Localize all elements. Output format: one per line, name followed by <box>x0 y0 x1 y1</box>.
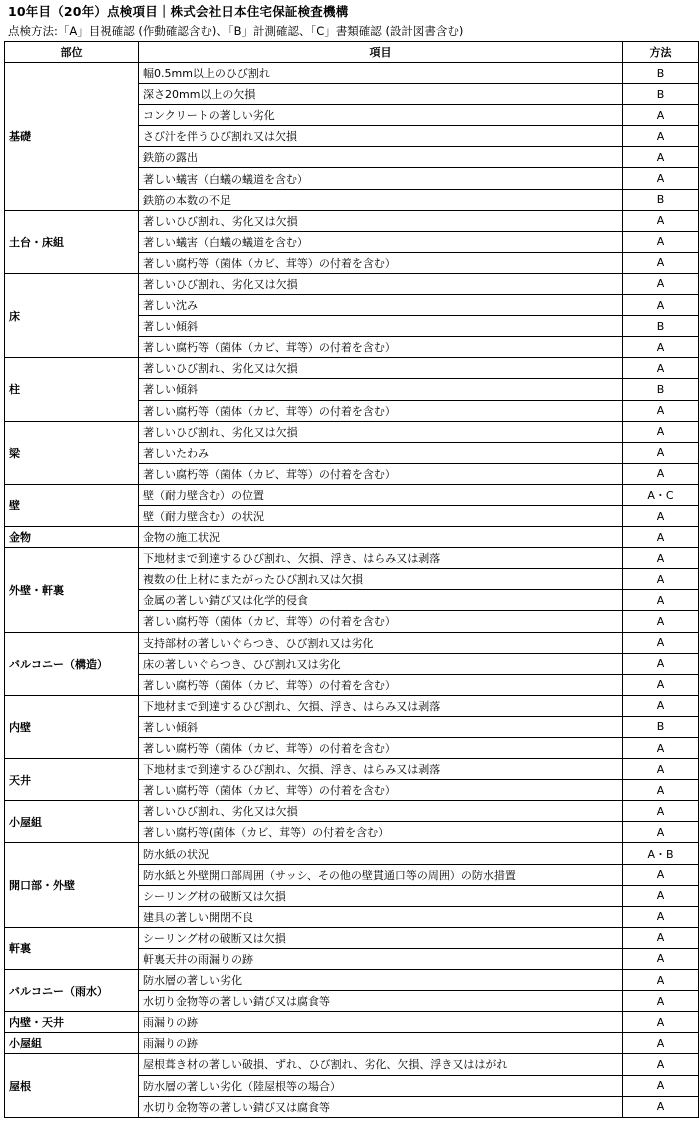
method-cell: A <box>623 780 699 801</box>
part-cell: 壁 <box>5 484 139 526</box>
item-cell: 防水層の著しい劣化 <box>139 970 623 991</box>
item-cell: 著しいひび割れ、劣化又は欠損 <box>139 801 623 822</box>
method-cell: B <box>623 84 699 105</box>
method-cell: A <box>623 759 699 780</box>
item-cell: 著しい沈み <box>139 295 623 316</box>
method-cell: A <box>623 147 699 168</box>
item-cell: 複数の仕上材にまたがったひび割れ又は欠損 <box>139 569 623 590</box>
part-cell: 外壁・軒裏 <box>5 548 139 632</box>
part-cell: バルコニー（構造） <box>5 632 139 695</box>
item-cell: 著しい傾斜 <box>139 316 623 337</box>
part-cell: 土台・床組 <box>5 210 139 273</box>
item-cell: 金物の施工状況 <box>139 527 623 548</box>
part-cell: 内壁 <box>5 695 139 758</box>
method-cell: A <box>623 611 699 632</box>
method-cell: A・C <box>623 484 699 505</box>
part-cell: 梁 <box>5 421 139 484</box>
table-row <box>5 843 699 864</box>
part-cell: 小屋組 <box>5 1033 139 1054</box>
item-cell: 著しい腐朽等（菌体（カビ、茸等）の付着を含む） <box>139 611 623 632</box>
item-cell: 著しい腐朽等（菌体（カビ、茸等）の付着を含む） <box>139 780 623 801</box>
method-legend: 点検方法:「A」目視確認 (作動確認含む)、「B」計測確認、「C」書類確認 (設計図書含む) <box>8 24 464 38</box>
part-cell: 小屋組 <box>5 801 139 843</box>
method-cell: A <box>623 590 699 611</box>
item-cell: 下地材まで到達するひび割れ、欠損、浮き、はらみ又は剥落 <box>139 548 623 569</box>
item-cell: 壁（耐力壁含む）の状況 <box>139 505 623 526</box>
method-cell: A <box>623 273 699 294</box>
item-cell: 防水紙の状況 <box>139 843 623 864</box>
table-row <box>5 548 699 569</box>
method-cell: B <box>623 379 699 400</box>
table-row <box>5 759 699 780</box>
table-row <box>5 970 699 991</box>
item-cell: 著しい腐朽等（菌体（カビ、茸等）の付着を含む） <box>139 400 623 421</box>
method-cell: A <box>623 653 699 674</box>
method-cell: A <box>623 1075 699 1096</box>
item-cell: 著しいひび割れ、劣化又は欠損 <box>139 421 623 442</box>
header-item: 項目 <box>139 42 623 63</box>
item-cell: 著しい傾斜 <box>139 716 623 737</box>
method-cell: A <box>623 105 699 126</box>
part-cell: 柱 <box>5 358 139 421</box>
item-cell: 下地材まで到達するひび割れ、欠損、浮き、はらみ又は剥落 <box>139 695 623 716</box>
item-cell: 著しいひび割れ、劣化又は欠損 <box>139 358 623 379</box>
item-cell: 著しい蟻害（白蟻の蟻道を含む） <box>139 168 623 189</box>
method-cell: A <box>623 674 699 695</box>
method-cell: B <box>623 189 699 210</box>
part-cell: 金物 <box>5 527 139 548</box>
item-cell: 防水紙と外壁開口部周囲（サッシ、その他の壁貫通口等の周囲）の防水措置 <box>139 864 623 885</box>
part-cell: 屋根 <box>5 1054 139 1117</box>
method-cell: A・B <box>623 843 699 864</box>
item-cell: 防水層の著しい劣化（陸屋根等の場合） <box>139 1075 623 1096</box>
item-cell: 水切り金物等の著しい錆び又は腐食等 <box>139 1096 623 1117</box>
item-cell: 著しい腐朽等(菌体（カビ、茸等）の付着を含む） <box>139 822 623 843</box>
part-cell: 基礎 <box>5 63 139 211</box>
method-cell: A <box>623 632 699 653</box>
method-cell: A <box>623 1033 699 1054</box>
table-row <box>5 801 699 822</box>
table-header-row <box>5 42 699 63</box>
item-cell: 支持部材の著しいぐらつき、ひび割れ又は劣化 <box>139 632 623 653</box>
method-cell: A <box>623 421 699 442</box>
method-cell: A <box>623 927 699 948</box>
method-cell: A <box>623 442 699 463</box>
item-cell: 著しい腐朽等（菌体（カビ、茸等）の付着を含む） <box>139 674 623 695</box>
item-cell: 下地材まで到達するひび割れ、欠損、浮き、はらみ又は剥落 <box>139 759 623 780</box>
item-cell: さび汁を伴うひび割れ又は欠損 <box>139 126 623 147</box>
method-cell: B <box>623 316 699 337</box>
table-row <box>5 210 699 231</box>
table-row <box>5 421 699 442</box>
table-row <box>5 527 699 548</box>
table-row <box>5 358 699 379</box>
method-cell: A <box>623 168 699 189</box>
method-cell: A <box>623 885 699 906</box>
method-cell: A <box>623 505 699 526</box>
item-cell: シーリング材の破断又は欠損 <box>139 885 623 906</box>
header-part: 部位 <box>5 42 139 63</box>
item-cell: 建具の著しい開閉不良 <box>139 906 623 927</box>
method-cell: A <box>623 1012 699 1033</box>
item-cell: 著しいたわみ <box>139 442 623 463</box>
table-body <box>5 63 699 1118</box>
item-cell: 著しい腐朽等（菌体（カビ、茸等）の付着を含む） <box>139 337 623 358</box>
method-cell: A <box>623 463 699 484</box>
method-cell: A <box>623 400 699 421</box>
item-cell: 軒裏天井の雨漏りの跡 <box>139 948 623 969</box>
table-row <box>5 63 699 84</box>
method-cell: A <box>623 1096 699 1117</box>
method-cell: A <box>623 801 699 822</box>
item-cell: 屋根葺き材の著しい破損、ずれ、ひび割れ、劣化、欠損、浮き又ははがれ <box>139 1054 623 1075</box>
table-row <box>5 927 699 948</box>
method-cell: A <box>623 337 699 358</box>
method-cell: A <box>623 991 699 1012</box>
part-cell: 内壁・天井 <box>5 1012 139 1033</box>
method-cell: A <box>623 548 699 569</box>
item-cell: 著しいひび割れ、劣化又は欠損 <box>139 210 623 231</box>
method-cell: A <box>623 231 699 252</box>
item-cell: 雨漏りの跡 <box>139 1012 623 1033</box>
method-cell: A <box>623 1054 699 1075</box>
item-cell: 著しい腐朽等（菌体（カビ、茸等）の付着を含む） <box>139 463 623 484</box>
header-method: 方法 <box>623 42 699 63</box>
method-cell: A <box>623 738 699 759</box>
method-cell: A <box>623 126 699 147</box>
item-cell: 水切り金物等の著しい錆び又は腐食等 <box>139 991 623 1012</box>
item-cell: 著しい蟻害（白蟻の蟻道を含む） <box>139 231 623 252</box>
item-cell: 金属の著しい錆び又は化学的侵食 <box>139 590 623 611</box>
table-row <box>5 273 699 294</box>
method-cell: A <box>623 864 699 885</box>
item-cell: 幅0.5mm以上のひび割れ <box>139 63 623 84</box>
method-cell: A <box>623 970 699 991</box>
table-row <box>5 484 699 505</box>
method-cell: A <box>623 527 699 548</box>
item-cell: 深さ20mm以上の欠損 <box>139 84 623 105</box>
item-cell: 著しい腐朽等（菌体（カビ、茸等）の付着を含む） <box>139 252 623 273</box>
method-cell: A <box>623 906 699 927</box>
method-cell: A <box>623 295 699 316</box>
method-cell: B <box>623 63 699 84</box>
part-cell: 天井 <box>5 759 139 801</box>
method-cell: A <box>623 252 699 273</box>
item-cell: コンクリートの著しい劣化 <box>139 105 623 126</box>
part-cell: 軒裏 <box>5 927 139 969</box>
part-cell: 床 <box>5 273 139 357</box>
part-cell: 開口部・外壁 <box>5 843 139 927</box>
method-cell: A <box>623 210 699 231</box>
table-row <box>5 632 699 653</box>
method-cell: A <box>623 948 699 969</box>
item-cell: 著しい傾斜 <box>139 379 623 400</box>
method-cell: B <box>623 716 699 737</box>
table-row <box>5 1054 699 1075</box>
item-cell: 著しいひび割れ、劣化又は欠損 <box>139 273 623 294</box>
page-title: 10年目（20年）点検項目｜株式会社日本住宅保証検査機構 <box>8 4 349 19</box>
item-cell: 著しい腐朽等（菌体（カビ、茸等）の付着を含む） <box>139 738 623 759</box>
method-cell: A <box>623 569 699 590</box>
method-cell: A <box>623 695 699 716</box>
item-cell: 鉄筋の本数の不足 <box>139 189 623 210</box>
method-cell: A <box>623 822 699 843</box>
table-row <box>5 1033 699 1054</box>
item-cell: 鉄筋の露出 <box>139 147 623 168</box>
part-cell: バルコニー（雨水） <box>5 970 139 1012</box>
item-cell: 床の著しいぐらつき、ひび割れ又は劣化 <box>139 653 623 674</box>
table-row <box>5 695 699 716</box>
method-cell: A <box>623 358 699 379</box>
inspection-table <box>4 41 699 1118</box>
table-row <box>5 1012 699 1033</box>
item-cell: 雨漏りの跡 <box>139 1033 623 1054</box>
item-cell: 壁（耐力壁含む）の位置 <box>139 484 623 505</box>
item-cell: シーリング材の破断又は欠損 <box>139 927 623 948</box>
